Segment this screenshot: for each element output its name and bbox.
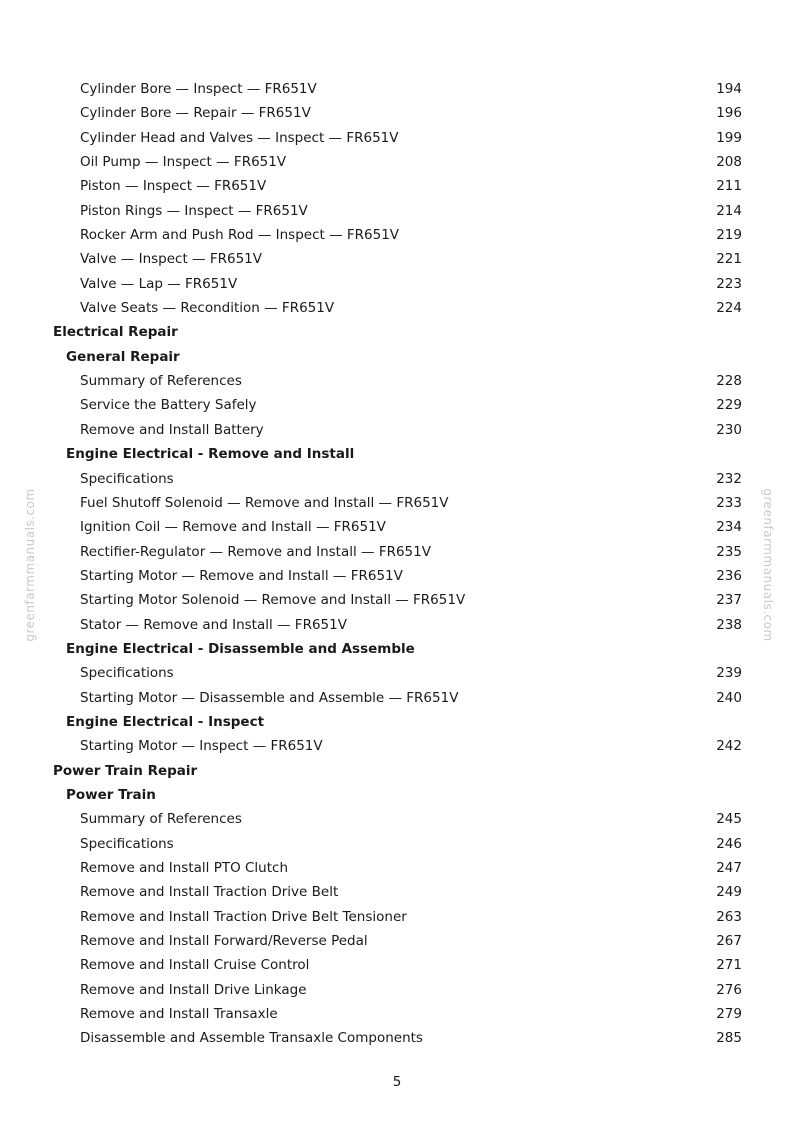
- toc-entry-page-number: 242: [716, 738, 742, 755]
- toc-entry-label: Power Train: [66, 786, 156, 803]
- toc-subsection-heading: [0, 637, 794, 661]
- table-of-contents: [0, 77, 794, 1051]
- toc-subsection-heading: [0, 783, 794, 807]
- toc-entry[interactable]: [0, 1002, 794, 1026]
- toc-entry[interactable]: [0, 953, 794, 977]
- toc-entry-page-number: 219: [716, 227, 742, 244]
- toc-entry-label: Ignition Coil — Remove and Install — FR651V: [80, 519, 386, 536]
- toc-entry-label: Piston — Inspect — FR651V: [80, 178, 267, 195]
- toc-entry-page-number: 267: [716, 933, 742, 950]
- toc-entry-label: Remove and Install Battery: [80, 421, 264, 438]
- toc-entry-page-number: 271: [716, 957, 742, 974]
- toc-entry[interactable]: [0, 199, 794, 223]
- toc-entry[interactable]: [0, 905, 794, 929]
- toc-entry-label: Specifications: [80, 835, 174, 852]
- toc-entry-page-number: 232: [716, 470, 742, 487]
- toc-subsection-heading: [0, 345, 794, 369]
- toc-entry-page-number: 229: [716, 397, 742, 414]
- toc-entry-label: Specifications: [80, 665, 174, 682]
- toc-entry-label: Specifications: [80, 470, 174, 487]
- toc-entry-label: Cylinder Bore — Inspect — FR651V: [80, 81, 317, 97]
- toc-entry-page-number: 239: [716, 665, 742, 682]
- toc-entry-label: Rectifier-Regulator — Remove and Install — FR651V: [80, 543, 431, 560]
- toc-entry-label: Remove and Install Cruise Control: [80, 957, 310, 974]
- toc-entry[interactable]: [0, 515, 794, 539]
- toc-entry-page-number: 211: [716, 178, 742, 195]
- toc-entry[interactable]: [0, 150, 794, 174]
- toc-entry-page-number: 221: [716, 251, 742, 268]
- toc-section-heading: [0, 320, 794, 344]
- toc-entry-page-number: 285: [716, 1030, 742, 1047]
- toc-entry-label: Valve — Lap — FR651V: [80, 275, 238, 292]
- toc-entry-label: Remove and Install PTO Clutch: [80, 860, 289, 876]
- toc-entry-page-number: 235: [716, 543, 742, 560]
- toc-entry[interactable]: [0, 978, 794, 1002]
- toc-section-heading: [0, 759, 794, 783]
- toc-entry-label: Remove and Install Drive Linkage: [80, 981, 307, 998]
- toc-entry[interactable]: [0, 856, 794, 880]
- toc-entry[interactable]: [0, 540, 794, 564]
- toc-entry-label: Remove and Install Traction Drive Belt Tensioner: [80, 908, 407, 925]
- toc-entry[interactable]: [0, 393, 794, 417]
- toc-entry-page-number: 238: [716, 616, 742, 633]
- toc-entry[interactable]: [0, 296, 794, 320]
- toc-entry-page-number: 246: [716, 835, 742, 852]
- toc-entry-page-number: 224: [716, 300, 742, 317]
- toc-entry-page-number: 237: [716, 592, 742, 609]
- toc-entry-page-number: 245: [716, 811, 742, 828]
- toc-entry-label: Summary of References: [80, 811, 242, 828]
- toc-entry-label: Oil Pump — Inspect — FR651V: [80, 154, 287, 171]
- toc-entry-page-number: 234: [716, 519, 742, 536]
- toc-entry-label: Engine Electrical - Remove and Install: [66, 446, 355, 463]
- toc-entry-label: Starting Motor — Disassemble and Assemble — FR651V: [80, 689, 459, 706]
- toc-entry[interactable]: [0, 174, 794, 198]
- toc-entry-page-number: 240: [716, 689, 742, 706]
- toc-entry-label: Starting Motor — Remove and Install — FR651V: [80, 567, 403, 584]
- toc-entry[interactable]: [0, 613, 794, 637]
- toc-entry[interactable]: [0, 564, 794, 588]
- toc-entry-page-number: 223: [716, 275, 742, 292]
- toc-entry-label: Engine Electrical - Disassemble and Assemble: [66, 640, 415, 657]
- toc-entry[interactable]: [0, 418, 794, 442]
- toc-subsection-heading: [0, 710, 794, 734]
- toc-entry-label: Valve Seats — Recondition — FR651V: [80, 300, 335, 317]
- toc-entry[interactable]: [0, 929, 794, 953]
- toc-entry-label: Fuel Shutoff Solenoid — Remove and Install — FR651V: [80, 494, 449, 511]
- toc-entry[interactable]: [0, 101, 794, 125]
- toc-entry[interactable]: [0, 832, 794, 856]
- toc-entry-page-number: 228: [716, 373, 742, 390]
- toc-entry-page-number: 194: [716, 81, 742, 97]
- toc-entry-label: Remove and Install Forward/Reverse Pedal: [80, 933, 368, 950]
- toc-entry-label: Summary of References: [80, 373, 242, 390]
- toc-entry[interactable]: [0, 467, 794, 491]
- toc-entry-page-number: 279: [716, 1006, 742, 1023]
- toc-entry-page-number: 233: [716, 494, 742, 511]
- toc-entry-label: Electrical Repair: [53, 324, 178, 341]
- toc-entry[interactable]: [0, 807, 794, 831]
- toc-entry-page-number: 199: [716, 129, 742, 146]
- toc-entry-label: Power Train Repair: [53, 762, 198, 779]
- toc-entry-label: Rocker Arm and Push Rod — Inspect — FR651V: [80, 227, 400, 244]
- toc-entry-page-number: 208: [716, 154, 742, 171]
- toc-subsection-heading: [0, 442, 794, 466]
- toc-entry-label: Cylinder Bore — Repair — FR651V: [80, 105, 311, 122]
- toc-entry-label: Disassemble and Assemble Transaxle Components: [80, 1030, 423, 1047]
- toc-entry-page-number: 276: [716, 981, 742, 998]
- toc-entry-page-number: 247: [716, 860, 742, 876]
- toc-entry[interactable]: [0, 1026, 794, 1050]
- toc-entry-page-number: 236: [716, 567, 742, 584]
- toc-entry-page-number: 230: [716, 421, 742, 438]
- toc-entry-label: Stator — Remove and Install — FR651V: [80, 616, 347, 633]
- toc-entry[interactable]: [0, 369, 794, 393]
- toc-entry-label: Starting Motor — Inspect — FR651V: [80, 738, 323, 755]
- toc-entry-label: Cylinder Head and Valves — Inspect — FR651V: [80, 129, 399, 146]
- toc-entry[interactable]: [0, 686, 794, 710]
- toc-entry-label: General Repair: [66, 348, 180, 365]
- toc-entry[interactable]: [0, 588, 794, 612]
- toc-entry[interactable]: [0, 880, 794, 904]
- watermark-right: greenfarmmanuals.com: [761, 488, 775, 642]
- toc-entry-page-number: 263: [716, 908, 742, 925]
- toc-entry[interactable]: [0, 223, 794, 247]
- toc-entry[interactable]: [0, 126, 794, 150]
- toc-entry-label: Valve — Inspect — FR651V: [80, 251, 262, 268]
- toc-entry-label: Starting Motor Solenoid — Remove and Install — FR651V: [80, 592, 466, 609]
- toc-entry[interactable]: [0, 77, 794, 101]
- toc-entry[interactable]: [0, 661, 794, 685]
- toc-entry-label: Service the Battery Safely: [80, 397, 257, 414]
- toc-entry-page-number: 249: [716, 884, 742, 901]
- toc-entry[interactable]: [0, 247, 794, 271]
- toc-entry-label: Remove and Install Traction Drive Belt: [80, 884, 339, 901]
- watermark-left: greenfarmmanuals.com: [23, 488, 37, 642]
- toc-entry-label: Remove and Install Transaxle: [80, 1006, 278, 1023]
- page-number: 5: [392, 1074, 402, 1090]
- toc-entry-label: Engine Electrical - Inspect: [66, 713, 265, 730]
- toc-entry-page-number: 214: [716, 202, 742, 219]
- toc-entry[interactable]: [0, 491, 794, 515]
- toc-entry[interactable]: [0, 734, 794, 758]
- toc-entry-page-number: 196: [716, 105, 742, 122]
- toc-entry-label: Piston Rings — Inspect — FR651V: [80, 202, 308, 219]
- toc-entry[interactable]: [0, 272, 794, 296]
